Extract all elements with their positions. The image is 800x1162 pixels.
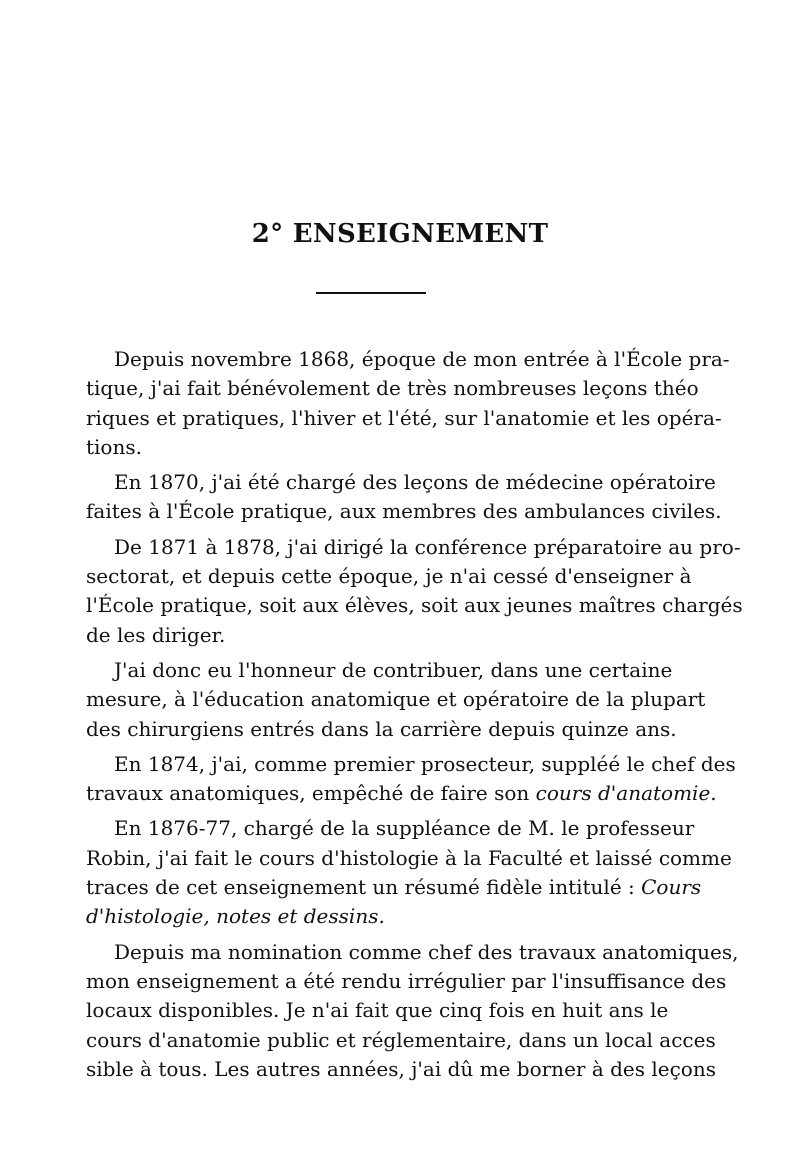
text-line: [86, 902, 638, 931]
text-line: l'École pratique, soit aux élèves, soit aux jeunes maîtres chargés: [86, 593, 743, 618]
section-heading: 2° ENSEIGNEMENT: [251, 219, 549, 249]
text-line: Depuis ma nomination comme chef des travaux anatomiques,: [114, 939, 739, 964]
text-span: traces de cet enseignement un résumé fidèle intitulé :: [86, 875, 642, 900]
italic-title: Cours: [641, 875, 702, 900]
text-line: Robin, j'ai fait le cours d'histologie à la Faculté et laissé comme: [86, 845, 732, 870]
text-line: de les diriger.: [86, 622, 226, 647]
text-line: riques et pratiques, l'hiver et l'été, sur l'anatomie et les opéra-: [86, 405, 722, 430]
text-line: des chirurgiens entrés dans la carrière depuis quinze ans.: [86, 716, 677, 741]
text-line: En 1870, j'ai été chargé des leçons de médecine opératoire: [114, 470, 716, 495]
text-line: mon enseignement a été rendu irrégulier par l'insuffisance des: [86, 968, 727, 993]
text-line: [86, 873, 702, 902]
text-span: travaux anatomiques, empêché de faire son: [86, 781, 536, 806]
heading-divider: [316, 292, 426, 294]
text-line: sectorat, et depuis cette époque, je n'ai cessé d'enseigner à: [86, 564, 692, 589]
text-line: tique, j'ai fait bénévolement de très nombreuses leçons théo: [86, 376, 699, 401]
text-line: mesure, à l'éducation anatomique et opératoire de la plupart: [86, 687, 706, 712]
text-line: [86, 779, 717, 808]
text-line: En 1874, j'ai, comme premier prosecteur, suppléé le chef des: [114, 751, 736, 776]
text-line: cours d'anatomie public et réglementaire, dans un local acces: [86, 1027, 716, 1052]
italic-title: d'histologie, notes et dessins.: [86, 904, 385, 929]
italic-title: cours d'anatomie.: [535, 781, 717, 806]
text-line: Depuis novembre 1868, époque de mon entrée à l'École pra-: [114, 347, 730, 371]
text-line: tions.: [86, 434, 142, 459]
text-line: De 1871 à 1878, j'ai dirigé la conférence préparatoire au pro-: [114, 534, 741, 559]
text-line: locaux disponibles. Je n'ai fait que cinq fois en huit ans le: [86, 998, 669, 1023]
text-line: En 1876-77, chargé de la suppléance de M. le professeur: [114, 816, 695, 841]
body-text: [86, 345, 743, 1084]
text-line: faites à l'École pratique, aux membres des ambulances civiles.: [86, 499, 722, 524]
text-line: J'ai donc eu l'honneur de contribuer, dans une certaine: [114, 657, 673, 682]
text-line: sible à tous. Les autres années, j'ai dû me borner à des leçons: [86, 1056, 716, 1081]
